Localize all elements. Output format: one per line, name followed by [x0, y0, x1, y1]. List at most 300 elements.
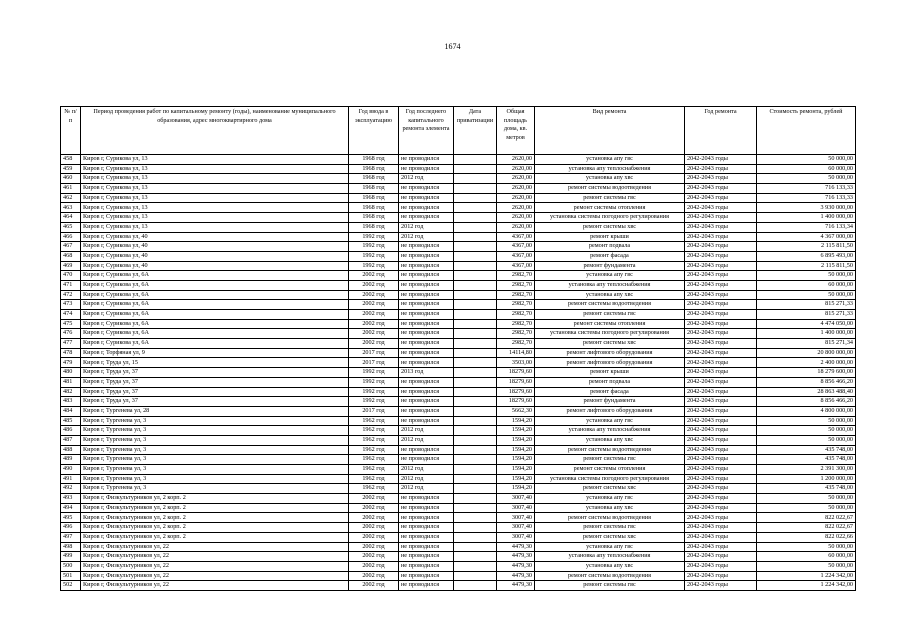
row-repair-type: ремонт фундамента	[535, 397, 685, 407]
header-cost: Стоимость ремонта, рублей	[757, 107, 856, 155]
row-cost: 50 000,00	[757, 542, 856, 552]
row-cost: 815 271,33	[757, 310, 856, 320]
row-privatization-date	[454, 474, 497, 484]
row-repair-year: 2042-2043 годы	[685, 319, 757, 329]
row-last-repair: не проводился	[399, 280, 454, 290]
row-cost: 50 000,00	[757, 494, 856, 504]
table-row	[61, 368, 856, 378]
row-year-built: 1962 год	[349, 484, 399, 494]
row-repair-type: установка апу хвс	[535, 561, 685, 571]
header-address: Период проведения работ по капитальному ремонту (годы), наименование муниципального образования, адрес многоквартирного дома	[81, 107, 349, 155]
row-repair-type: ремонт системы гвс	[535, 193, 685, 203]
row-area: 3007,40	[497, 503, 535, 513]
row-number: 459	[61, 164, 81, 174]
table-row	[61, 474, 856, 484]
row-number: 466	[61, 232, 81, 242]
table-header-row	[61, 107, 856, 155]
row-area: 2620,00	[497, 193, 535, 203]
capital-repair-table	[60, 106, 856, 591]
row-repair-type: установка апу гвс	[535, 542, 685, 552]
row-area: 3503,00	[497, 358, 535, 368]
row-repair-year: 2042-2043 годы	[685, 310, 757, 320]
row-area: 2620,00	[497, 222, 535, 232]
row-repair-year: 2042-2043 годы	[685, 164, 757, 174]
row-cost: 28 863 488,40	[757, 387, 856, 397]
row-number: 465	[61, 222, 81, 232]
row-year-built: 2002 год	[349, 329, 399, 339]
row-repair-type: ремонт фасада	[535, 387, 685, 397]
table-row	[61, 494, 856, 504]
row-cost: 3 930 000,00	[757, 203, 856, 213]
row-year-built: 1992 год	[349, 377, 399, 387]
row-cost: 2 115 811,50	[757, 242, 856, 252]
row-area: 2982,70	[497, 319, 535, 329]
row-address: Киров г, Сурикова ул, 13	[81, 193, 349, 203]
row-last-repair: не проводился	[399, 377, 454, 387]
table-row	[61, 184, 856, 194]
row-privatization-date	[454, 513, 497, 523]
row-cost: 8 856 466,20	[757, 377, 856, 387]
row-address: Киров г, Тургенева ул, 3	[81, 474, 349, 484]
row-address: Киров г, Физкультурников ул, 2 корп. 2	[81, 503, 349, 513]
row-number: 502	[61, 581, 81, 591]
table-row	[61, 484, 856, 494]
row-number: 470	[61, 271, 81, 281]
row-year-built: 1992 год	[349, 387, 399, 397]
row-repair-year: 2042-2043 годы	[685, 484, 757, 494]
row-address: Киров г, Тургенева ул, 3	[81, 455, 349, 465]
table-row	[61, 455, 856, 465]
row-repair-type: ремонт системы гвс	[535, 581, 685, 591]
row-last-repair: не проводился	[399, 329, 454, 339]
table-row	[61, 561, 856, 571]
row-cost: 716 133,34	[757, 222, 856, 232]
row-repair-type: ремонт системы хвс	[535, 484, 685, 494]
row-year-built: 2002 год	[349, 561, 399, 571]
row-privatization-date	[454, 251, 497, 261]
table-row	[61, 532, 856, 542]
row-privatization-date	[454, 426, 497, 436]
row-year-built: 2002 год	[349, 280, 399, 290]
row-last-repair: 2013 год	[399, 368, 454, 378]
row-last-repair: не проводился	[399, 310, 454, 320]
row-cost: 60 000,00	[757, 552, 856, 562]
row-privatization-date	[454, 164, 497, 174]
row-cost: 50 000,00	[757, 503, 856, 513]
row-repair-type: ремонт системы гвс	[535, 310, 685, 320]
row-last-repair: не проводился	[399, 494, 454, 504]
row-repair-type: ремонт системы хвс	[535, 339, 685, 349]
header-privatization-date: Дата приватизации	[454, 107, 497, 155]
row-privatization-date	[454, 184, 497, 194]
row-privatization-date	[454, 503, 497, 513]
row-privatization-date	[454, 280, 497, 290]
row-last-repair: не проводился	[399, 155, 454, 165]
row-repair-year: 2042-2043 годы	[685, 329, 757, 339]
table-row	[61, 358, 856, 368]
header-area: Общая площадь дома, кв. метров	[497, 107, 535, 155]
row-address: Киров г, Сурикова ул, 6А	[81, 300, 349, 310]
row-year-built: 1962 год	[349, 474, 399, 484]
row-area: 18279,60	[497, 377, 535, 387]
row-number: 493	[61, 494, 81, 504]
row-number: 469	[61, 261, 81, 271]
row-year-built: 1992 год	[349, 368, 399, 378]
row-year-built: 2002 год	[349, 300, 399, 310]
row-repair-type: ремонт системы гвс	[535, 455, 685, 465]
row-repair-type: установка апу теплоснабжения	[535, 164, 685, 174]
row-area: 4367,00	[497, 242, 535, 252]
row-privatization-date	[454, 455, 497, 465]
row-number: 463	[61, 203, 81, 213]
row-address: Киров г, Физкультурников ул, 22	[81, 552, 349, 562]
row-address: Киров г, Сурикова ул, 13	[81, 213, 349, 223]
row-address: Киров г, Труда ул, 37	[81, 397, 349, 407]
row-cost: 1 224 342,00	[757, 581, 856, 591]
row-privatization-date	[454, 329, 497, 339]
row-privatization-date	[454, 193, 497, 203]
row-number: 478	[61, 348, 81, 358]
page-number: 1674	[444, 42, 461, 51]
table-row	[61, 513, 856, 523]
row-repair-type: ремонт системы отопления	[535, 203, 685, 213]
row-repair-type: установка апу теплоснабжения	[535, 426, 685, 436]
header-year-built: Год ввода в эксплуатацию	[349, 107, 399, 155]
row-number: 472	[61, 290, 81, 300]
row-number: 492	[61, 484, 81, 494]
row-repair-type: установка апу теплоснабжения	[535, 280, 685, 290]
row-repair-type: установка апу хвс	[535, 290, 685, 300]
row-repair-type: установка системы погодного регулирования	[535, 329, 685, 339]
row-number: 474	[61, 310, 81, 320]
row-year-built: 1968 год	[349, 213, 399, 223]
row-repair-year: 2042-2043 годы	[685, 155, 757, 165]
row-address: Киров г, Физкультурников ул, 22	[81, 561, 349, 571]
table-row	[61, 232, 856, 242]
row-year-built: 2002 год	[349, 513, 399, 523]
row-last-repair: не проводился	[399, 271, 454, 281]
row-repair-year: 2042-2043 годы	[685, 513, 757, 523]
row-privatization-date	[454, 319, 497, 329]
row-area: 18279,60	[497, 387, 535, 397]
row-repair-year: 2042-2043 годы	[685, 552, 757, 562]
row-last-repair: не проводился	[399, 513, 454, 523]
row-cost: 2 391 300,00	[757, 465, 856, 475]
row-privatization-date	[454, 435, 497, 445]
row-year-built: 2002 год	[349, 581, 399, 591]
row-repair-type: ремонт системы водоотведения	[535, 184, 685, 194]
row-cost: 822 022,67	[757, 513, 856, 523]
row-last-repair: не проводился	[399, 184, 454, 194]
table-row	[61, 164, 856, 174]
row-address: Киров г, Сурикова ул, 6А	[81, 280, 349, 290]
row-privatization-date	[454, 397, 497, 407]
table-row	[61, 222, 856, 232]
row-year-built: 2002 год	[349, 494, 399, 504]
row-repair-type: ремонт подвала	[535, 242, 685, 252]
table-row	[61, 203, 856, 213]
row-last-repair: не проводился	[399, 213, 454, 223]
row-last-repair: 2012 год	[399, 435, 454, 445]
row-last-repair: не проводился	[399, 251, 454, 261]
row-privatization-date	[454, 465, 497, 475]
row-number: 483	[61, 397, 81, 407]
row-address: Киров г, Сурикова ул, 13	[81, 174, 349, 184]
row-last-repair: не проводился	[399, 319, 454, 329]
row-address: Киров г, Тургенева ул, 28	[81, 406, 349, 416]
row-repair-year: 2042-2043 годы	[685, 435, 757, 445]
row-privatization-date	[454, 571, 497, 581]
row-cost: 1 400 000,00	[757, 329, 856, 339]
row-year-built: 2002 год	[349, 503, 399, 513]
row-repair-type: установка системы погодного регулирования	[535, 474, 685, 484]
row-last-repair: не проводился	[399, 416, 454, 426]
row-cost: 815 271,33	[757, 300, 856, 310]
row-repair-year: 2042-2043 годы	[685, 368, 757, 378]
row-last-repair: не проводился	[399, 445, 454, 455]
row-area: 18279,60	[497, 397, 535, 407]
row-privatization-date	[454, 155, 497, 165]
row-privatization-date	[454, 561, 497, 571]
row-address: Киров г, Сурикова ул, 6А	[81, 310, 349, 320]
row-address: Киров г, Физкультурников ул, 2 корп. 2	[81, 523, 349, 533]
row-area: 4479,30	[497, 542, 535, 552]
table-row	[61, 193, 856, 203]
row-repair-year: 2042-2043 годы	[685, 542, 757, 552]
row-privatization-date	[454, 542, 497, 552]
row-privatization-date	[454, 242, 497, 252]
row-year-built: 2017 год	[349, 406, 399, 416]
row-number: 476	[61, 329, 81, 339]
row-address: Киров г, Сурикова ул, 6А	[81, 329, 349, 339]
row-area: 2982,70	[497, 280, 535, 290]
row-year-built: 2002 год	[349, 542, 399, 552]
row-last-repair: не проводился	[399, 571, 454, 581]
row-privatization-date	[454, 484, 497, 494]
row-cost: 50 000,00	[757, 416, 856, 426]
row-repair-type: ремонт системы водоотведения	[535, 300, 685, 310]
row-cost: 50 000,00	[757, 271, 856, 281]
row-number: 468	[61, 251, 81, 261]
row-number: 460	[61, 174, 81, 184]
row-area: 2620,00	[497, 203, 535, 213]
row-year-built: 1992 год	[349, 397, 399, 407]
row-last-repair: не проводился	[399, 164, 454, 174]
row-area: 2982,70	[497, 339, 535, 349]
row-repair-type: установка апу хвс	[535, 503, 685, 513]
row-cost: 815 271,34	[757, 339, 856, 349]
row-number: 475	[61, 319, 81, 329]
row-privatization-date	[454, 339, 497, 349]
row-address: Киров г, Труда ул, 37	[81, 387, 349, 397]
row-area: 3007,40	[497, 523, 535, 533]
row-number: 494	[61, 503, 81, 513]
row-number: 490	[61, 465, 81, 475]
row-repair-year: 2042-2043 годы	[685, 348, 757, 358]
row-privatization-date	[454, 581, 497, 591]
row-repair-year: 2042-2043 годы	[685, 193, 757, 203]
row-cost: 1 400 000,00	[757, 213, 856, 223]
table-row	[61, 397, 856, 407]
row-repair-type: ремонт системы водоотведения	[535, 445, 685, 455]
table-row	[61, 426, 856, 436]
row-repair-year: 2042-2043 годы	[685, 465, 757, 475]
row-privatization-date	[454, 271, 497, 281]
row-area: 4367,00	[497, 261, 535, 271]
row-number: 458	[61, 155, 81, 165]
row-last-repair: не проводился	[399, 193, 454, 203]
row-address: Киров г, Сурикова ул, 13	[81, 203, 349, 213]
row-cost: 4 367 000,00	[757, 232, 856, 242]
row-number: 461	[61, 184, 81, 194]
row-cost: 20 800 000,00	[757, 348, 856, 358]
row-repair-type: ремонт крыши	[535, 368, 685, 378]
row-cost: 6 895 493,00	[757, 251, 856, 261]
row-last-repair: не проводился	[399, 581, 454, 591]
row-privatization-date	[454, 300, 497, 310]
table-row	[61, 571, 856, 581]
row-cost: 50 000,00	[757, 426, 856, 436]
row-year-built: 2002 год	[349, 571, 399, 581]
row-area: 1594,20	[497, 484, 535, 494]
row-last-repair: не проводился	[399, 397, 454, 407]
row-privatization-date	[454, 406, 497, 416]
row-repair-year: 2042-2043 годы	[685, 571, 757, 581]
row-area: 1594,20	[497, 445, 535, 455]
row-year-built: 1968 год	[349, 222, 399, 232]
row-area: 4479,30	[497, 561, 535, 571]
table-row	[61, 261, 856, 271]
row-repair-year: 2042-2043 годы	[685, 416, 757, 426]
row-privatization-date	[454, 552, 497, 562]
row-privatization-date	[454, 348, 497, 358]
row-area: 3007,40	[497, 513, 535, 523]
row-number: 499	[61, 552, 81, 562]
table-row	[61, 251, 856, 261]
row-repair-year: 2042-2043 годы	[685, 300, 757, 310]
row-address: Киров г, Сурикова ул, 13	[81, 222, 349, 232]
row-year-built: 2017 год	[349, 348, 399, 358]
table-body	[61, 155, 856, 591]
row-cost: 716 133,33	[757, 184, 856, 194]
row-number: 485	[61, 416, 81, 426]
row-repair-type: ремонт лифтового оборудования	[535, 406, 685, 416]
table-row	[61, 416, 856, 426]
row-last-repair: не проводился	[399, 542, 454, 552]
row-last-repair: не проводился	[399, 532, 454, 542]
table-row	[61, 465, 856, 475]
header-last-repair: Год последнего капитального ремонта элемента	[399, 107, 454, 155]
row-number: 491	[61, 474, 81, 484]
row-last-repair: не проводился	[399, 339, 454, 349]
row-cost: 50 000,00	[757, 435, 856, 445]
row-last-repair: не проводился	[399, 387, 454, 397]
row-number: 487	[61, 435, 81, 445]
row-number: 488	[61, 445, 81, 455]
row-repair-year: 2042-2043 годы	[685, 377, 757, 387]
row-cost: 18 279 600,00	[757, 368, 856, 378]
row-last-repair: не проводился	[399, 406, 454, 416]
row-repair-year: 2042-2043 годы	[685, 581, 757, 591]
row-repair-year: 2042-2043 годы	[685, 523, 757, 533]
row-repair-year: 2042-2043 годы	[685, 561, 757, 571]
row-repair-year: 2042-2043 годы	[685, 184, 757, 194]
row-year-built: 1992 год	[349, 232, 399, 242]
table-row	[61, 503, 856, 513]
row-repair-type: ремонт лифтового оборудования	[535, 348, 685, 358]
row-repair-type: установка апу гвс	[535, 155, 685, 165]
row-address: Киров г, Сурикова ул, 6А	[81, 271, 349, 281]
table-row	[61, 552, 856, 562]
row-address: Киров г, Сурикова ул, 13	[81, 184, 349, 194]
row-cost: 435 748,00	[757, 484, 856, 494]
row-year-built: 1962 год	[349, 416, 399, 426]
row-area: 4367,00	[497, 251, 535, 261]
row-area: 2620,00	[497, 213, 535, 223]
row-address: Киров г, Тургенева ул, 3	[81, 426, 349, 436]
row-privatization-date	[454, 532, 497, 542]
row-area: 2620,00	[497, 184, 535, 194]
row-repair-year: 2042-2043 годы	[685, 174, 757, 184]
row-repair-year: 2042-2043 годы	[685, 397, 757, 407]
row-repair-year: 2042-2043 годы	[685, 271, 757, 281]
row-area: 18279,60	[497, 368, 535, 378]
row-repair-year: 2042-2043 годы	[685, 213, 757, 223]
row-address: Киров г, Труда ул, 37	[81, 368, 349, 378]
row-year-built: 1992 год	[349, 242, 399, 252]
row-area: 1594,20	[497, 465, 535, 475]
row-repair-year: 2042-2043 годы	[685, 532, 757, 542]
row-repair-type: ремонт подвала	[535, 377, 685, 387]
table-row	[61, 339, 856, 349]
row-number: 486	[61, 426, 81, 436]
table-row	[61, 387, 856, 397]
row-last-repair: 2012 год	[399, 426, 454, 436]
row-cost: 4 474 050,00	[757, 319, 856, 329]
row-number: 498	[61, 542, 81, 552]
row-privatization-date	[454, 494, 497, 504]
row-address: Киров г, Сурикова ул, 40	[81, 261, 349, 271]
row-area: 2982,70	[497, 329, 535, 339]
row-privatization-date	[454, 174, 497, 184]
row-number: 500	[61, 561, 81, 571]
row-privatization-date	[454, 358, 497, 368]
row-number: 480	[61, 368, 81, 378]
row-number: 495	[61, 513, 81, 523]
table-row	[61, 174, 856, 184]
row-area: 4479,30	[497, 571, 535, 581]
row-cost: 60 000,00	[757, 280, 856, 290]
row-repair-year: 2042-2043 годы	[685, 203, 757, 213]
row-area: 2982,70	[497, 310, 535, 320]
row-last-repair: не проводился	[399, 300, 454, 310]
row-address: Киров г, Тургенева ул, 3	[81, 435, 349, 445]
row-repair-type: установка апу хвс	[535, 435, 685, 445]
row-year-built: 1962 год	[349, 455, 399, 465]
row-cost: 1 224 342,00	[757, 571, 856, 581]
table-row	[61, 271, 856, 281]
row-area: 2620,00	[497, 155, 535, 165]
row-number: 467	[61, 242, 81, 252]
row-year-built: 1968 год	[349, 164, 399, 174]
row-number: 481	[61, 377, 81, 387]
row-repair-year: 2042-2043 годы	[685, 222, 757, 232]
row-repair-type: ремонт системы водоотведения	[535, 513, 685, 523]
row-repair-type: установка апу хвс	[535, 174, 685, 184]
row-address: Киров г, Сурикова ул, 6А	[81, 339, 349, 349]
row-repair-type: ремонт системы отопления	[535, 465, 685, 475]
row-last-repair: не проводился	[399, 523, 454, 533]
